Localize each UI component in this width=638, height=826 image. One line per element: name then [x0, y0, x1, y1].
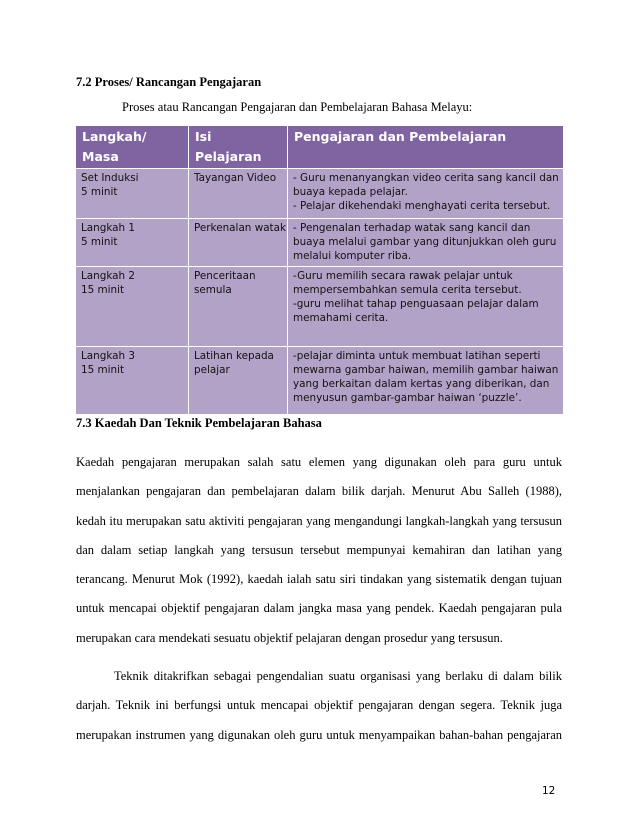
- step-label: Set Induksi: [81, 172, 139, 184]
- paragraph-line: merupakan instrumen yang digunakan oleh guru untuk menyampaikan bahan-bahan pengajaran: [76, 727, 562, 742]
- step-duration: 5 minit: [81, 236, 118, 248]
- step-label: Langkah 2: [81, 270, 136, 282]
- activity-line: -guru melihat tahap penguasaan pelajar dalam: [293, 298, 539, 310]
- paragraph-kaedah: [76, 448, 562, 653]
- activity-line: - Guru menanyangkan video cerita sang kancil dan: [293, 172, 559, 184]
- header-teaching-learning: Pengajaran dan Pembelajaran: [288, 126, 564, 169]
- table-row: [76, 219, 564, 267]
- activity-line: buaya kepada pelajar.: [293, 186, 408, 198]
- paragraph-line: Teknik ditakrifkan sebagai pengendalian suatu organisasi yang berlaku di dalam bilik: [114, 669, 562, 683]
- lesson-plan-table: [75, 125, 564, 415]
- step-duration: 15 minit: [81, 284, 125, 296]
- step-duration: 5 minit: [81, 186, 118, 198]
- step-cell: [76, 169, 189, 219]
- step-cell: [76, 219, 189, 267]
- activity-line: - Pengenalan terhadap watak sang kancil dan: [293, 222, 531, 234]
- activity-line: memahami cerita.: [293, 312, 389, 324]
- activity-line: - Pelajar dikehendaki menghayati cerita tersebut.: [293, 200, 551, 212]
- content-cell: [189, 169, 288, 219]
- paragraph-line: kedah itu merupakan satu aktiviti pengajaran yang mengandungi langkah-langkah yang tersusun: [76, 513, 562, 528]
- content-text: Penceritaan: [194, 270, 256, 282]
- page-number: 12: [542, 785, 556, 797]
- activity-line: menyusun gambar-gambar haiwan ‘puzzle’.: [293, 392, 522, 404]
- step-cell: [76, 347, 189, 415]
- content-text: Tayangan Video: [194, 172, 277, 184]
- content-text: pelajar: [194, 364, 230, 376]
- section-intro: Proses atau Rancangan Pengajaran dan Pembelajaran Bahasa Melayu:: [122, 100, 473, 114]
- step-label: Langkah 1: [81, 222, 136, 234]
- activity-line: mempersembahkan semula cerita tersebut.: [293, 284, 522, 296]
- paragraph-line: terancang. Menurut Mok (1992), kaedah ialah satu siri tindakan yang sistematik dengan tujuan: [76, 572, 562, 587]
- table-header-row: [76, 126, 564, 169]
- content-text: semula: [194, 284, 232, 296]
- table-row: [76, 267, 564, 347]
- paragraph-line: menjalankan pengajaran dan pembelajaran dalam bilik darjah. Menurut Abu Salleh (1988),: [76, 484, 562, 499]
- content-cell: [189, 347, 288, 415]
- activity-line: yang berkaitan dalam kertas yang diberikan, dan: [293, 378, 550, 390]
- section-heading-7-2: 7.2 Proses/ Rancangan Pengajaran: [76, 75, 262, 89]
- activity-cell: [288, 169, 564, 219]
- table-row: [76, 347, 564, 415]
- paragraph-teknik: [76, 662, 562, 750]
- step-cell: [76, 267, 189, 347]
- activity-cell: [288, 267, 564, 347]
- activity-line: -pelajar diminta untuk membuat latihan seperti: [293, 350, 541, 362]
- activity-cell: [288, 219, 564, 267]
- paragraph-line: merupakan cara mendekati sesuatu objektif pelajaran dengan prosedur yang tersusun.: [76, 630, 503, 645]
- header-lesson-content: Isi Pelajaran: [189, 126, 288, 169]
- paragraph-line: Kaedah pengajaran merupakan salah satu elemen yang digunakan oleh para guru untuk: [76, 455, 562, 469]
- activity-cell: [288, 347, 564, 415]
- activity-line: buaya melalui gambar yang ditunjukkan oleh guru: [293, 236, 557, 248]
- paragraph-line: untuk mencapai objektif pengajaran dalam jangka masa yang pendek. Kaedah pengajaran pula: [76, 601, 562, 616]
- paragraph-line: dan dalam setiap langkah yang tersusun tersebut mempunyai kemahiran dan latihan yang: [76, 542, 562, 557]
- paragraph-line: darjah. Teknik ini berfungsi untuk mencapai objektif pengajaran dengan segera. Teknik juga: [76, 698, 562, 713]
- table-row: [76, 169, 564, 219]
- activity-line: mewarna gambar haiwan, memilih gambar haiwan: [293, 364, 559, 376]
- header-step-time: Langkah/ Masa: [76, 126, 189, 169]
- content-cell: [189, 219, 288, 267]
- content-text: Perkenalan watak: [194, 222, 287, 234]
- step-label: Langkah 3: [81, 350, 136, 362]
- step-duration: 15 minit: [81, 364, 125, 376]
- activity-line: -Guru memilih secara rawak pelajar untuk: [293, 270, 513, 282]
- content-cell: [189, 267, 288, 347]
- content-text: Latihan kepada: [194, 350, 274, 362]
- section-heading-7-3: 7.3 Kaedah Dan Teknik Pembelajaran Bahasa: [76, 416, 322, 430]
- activity-line: melalui komputer riba.: [293, 250, 412, 262]
